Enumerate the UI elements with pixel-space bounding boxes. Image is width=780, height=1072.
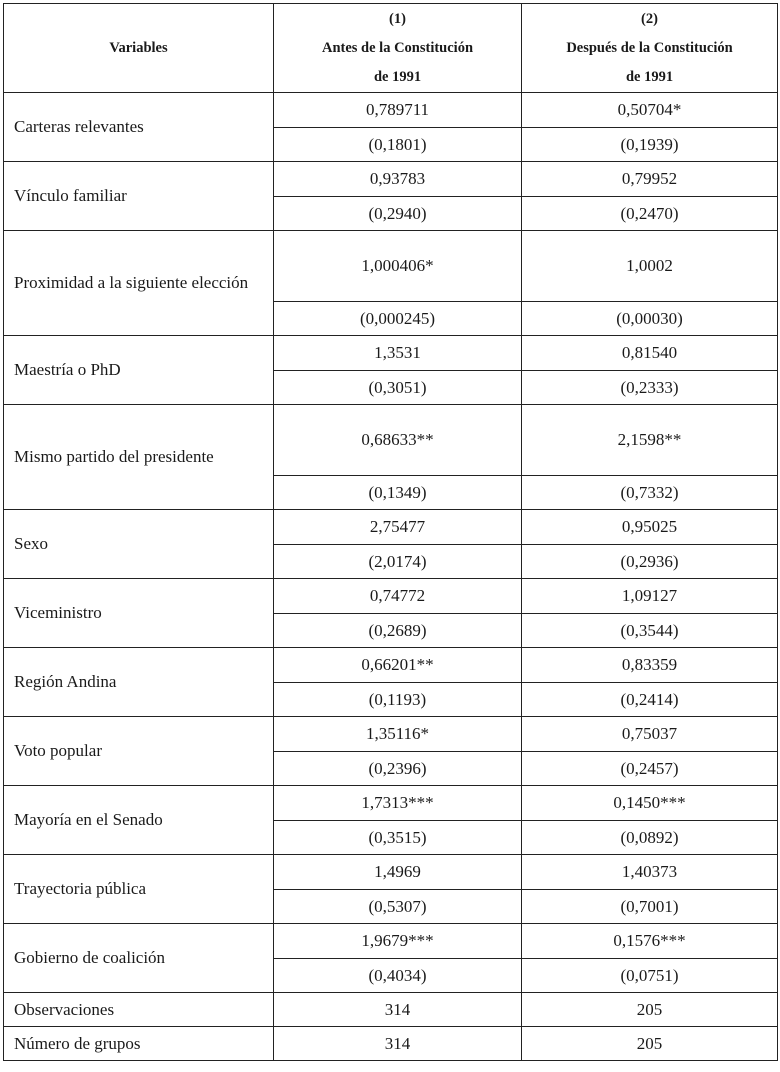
se-col2: (0,2457) [522, 752, 778, 786]
coef-col2: 0,81540 [522, 336, 778, 371]
regression-table [3, 3, 778, 1061]
coef-col1: 0,74772 [274, 579, 522, 614]
se-col2: (0,1939) [522, 128, 778, 162]
footer-label: Observaciones [4, 993, 274, 1027]
column-1-subtitle: de 1991 [373, 68, 422, 85]
variables-header: Variables [4, 4, 274, 93]
footer-label: Número de grupos [4, 1027, 274, 1061]
table-row [4, 648, 778, 683]
se-col1: (0,5307) [274, 890, 522, 924]
variable-label: Trayectoria pública [4, 855, 274, 924]
coef-col1: 1,7313*** [274, 786, 522, 821]
coef-col1: 1,4969 [274, 855, 522, 890]
se-col2: (0,0751) [522, 959, 778, 993]
se-col1: (0,3051) [274, 371, 522, 405]
se-col1: (2,0174) [274, 545, 522, 579]
se-col1: (0,2689) [274, 614, 522, 648]
variable-label: Proximidad a la siguiente elección [4, 231, 274, 336]
se-col1: (0,3515) [274, 821, 522, 855]
table-row [4, 93, 778, 128]
coef-col1: 0,789711 [274, 93, 522, 128]
se-col2: (0,7332) [522, 476, 778, 510]
variable-label: Carteras relevantes [4, 93, 274, 162]
se-col1: (0,2396) [274, 752, 522, 786]
header-row [4, 4, 778, 93]
coef-col2: 1,40373 [522, 855, 778, 890]
se-col1: (0,4034) [274, 959, 522, 993]
coef-col1: 0,68633** [274, 405, 522, 476]
se-col1: (0,2940) [274, 197, 522, 231]
table-row [4, 717, 778, 752]
coef-col2: 0,75037 [522, 717, 778, 752]
se-col2: (0,0892) [522, 821, 778, 855]
se-col1: (0,1193) [274, 683, 522, 717]
variable-label: Mayoría en el Senado [4, 786, 274, 855]
coef-col2: 0,79952 [522, 162, 778, 197]
coef-col2: 0,83359 [522, 648, 778, 683]
coef-col2: 2,1598** [522, 405, 778, 476]
coef-col2: 0,50704* [522, 93, 778, 128]
se-col2: (0,7001) [522, 890, 778, 924]
se-col1: (0,1349) [274, 476, 522, 510]
se-col1: (0,1801) [274, 128, 522, 162]
se-col1: (0,000245) [274, 302, 522, 336]
variable-label: Vínculo familiar [4, 162, 274, 231]
coef-col1: 0,93783 [274, 162, 522, 197]
table-row [4, 405, 778, 476]
table-row [4, 786, 778, 821]
observations-row [4, 993, 778, 1027]
column-1-title: Antes de la Constitución [321, 39, 474, 56]
se-col2: (0,00030) [522, 302, 778, 336]
footer-col1: 314 [274, 993, 522, 1027]
column-1-number: (1) [389, 10, 406, 27]
column-1-header [274, 4, 522, 93]
coef-col2: 1,0002 [522, 231, 778, 302]
variable-label: Mismo partido del presidente [4, 405, 274, 510]
coef-col2: 1,09127 [522, 579, 778, 614]
table-row [4, 579, 778, 614]
column-2-header [522, 4, 778, 93]
coef-col1: 1,000406* [274, 231, 522, 302]
variable-label: Región Andina [4, 648, 274, 717]
groups-row [4, 1027, 778, 1061]
variable-label: Viceministro [4, 579, 274, 648]
coef-col2: 0,95025 [522, 510, 778, 545]
se-col2: (0,2414) [522, 683, 778, 717]
se-col2: (0,3544) [522, 614, 778, 648]
column-2-number: (2) [641, 10, 658, 27]
coef-col1: 1,9679*** [274, 924, 522, 959]
coef-col1: 0,66201** [274, 648, 522, 683]
table-row [4, 231, 778, 302]
table-body [4, 93, 778, 1061]
column-2-title: Después de la Constitución [566, 39, 733, 56]
footer-col2: 205 [522, 1027, 778, 1061]
table-row [4, 855, 778, 890]
se-col2: (0,2470) [522, 197, 778, 231]
footer-col2: 205 [522, 993, 778, 1027]
coef-col1: 1,35116* [274, 717, 522, 752]
variable-label: Maestría o PhD [4, 336, 274, 405]
coef-col2: 0,1450*** [522, 786, 778, 821]
table-row [4, 162, 778, 197]
se-col2: (0,2936) [522, 545, 778, 579]
variable-label: Gobierno de coalición [4, 924, 274, 993]
coef-col2: 0,1576*** [522, 924, 778, 959]
variable-label: Sexo [4, 510, 274, 579]
coef-col1: 2,75477 [274, 510, 522, 545]
column-2-subtitle: de 1991 [625, 68, 674, 85]
coef-col1: 1,3531 [274, 336, 522, 371]
table-row [4, 924, 778, 959]
table-row [4, 336, 778, 371]
se-col2: (0,2333) [522, 371, 778, 405]
footer-col1: 314 [274, 1027, 522, 1061]
table-row [4, 510, 778, 545]
variable-label: Voto popular [4, 717, 274, 786]
